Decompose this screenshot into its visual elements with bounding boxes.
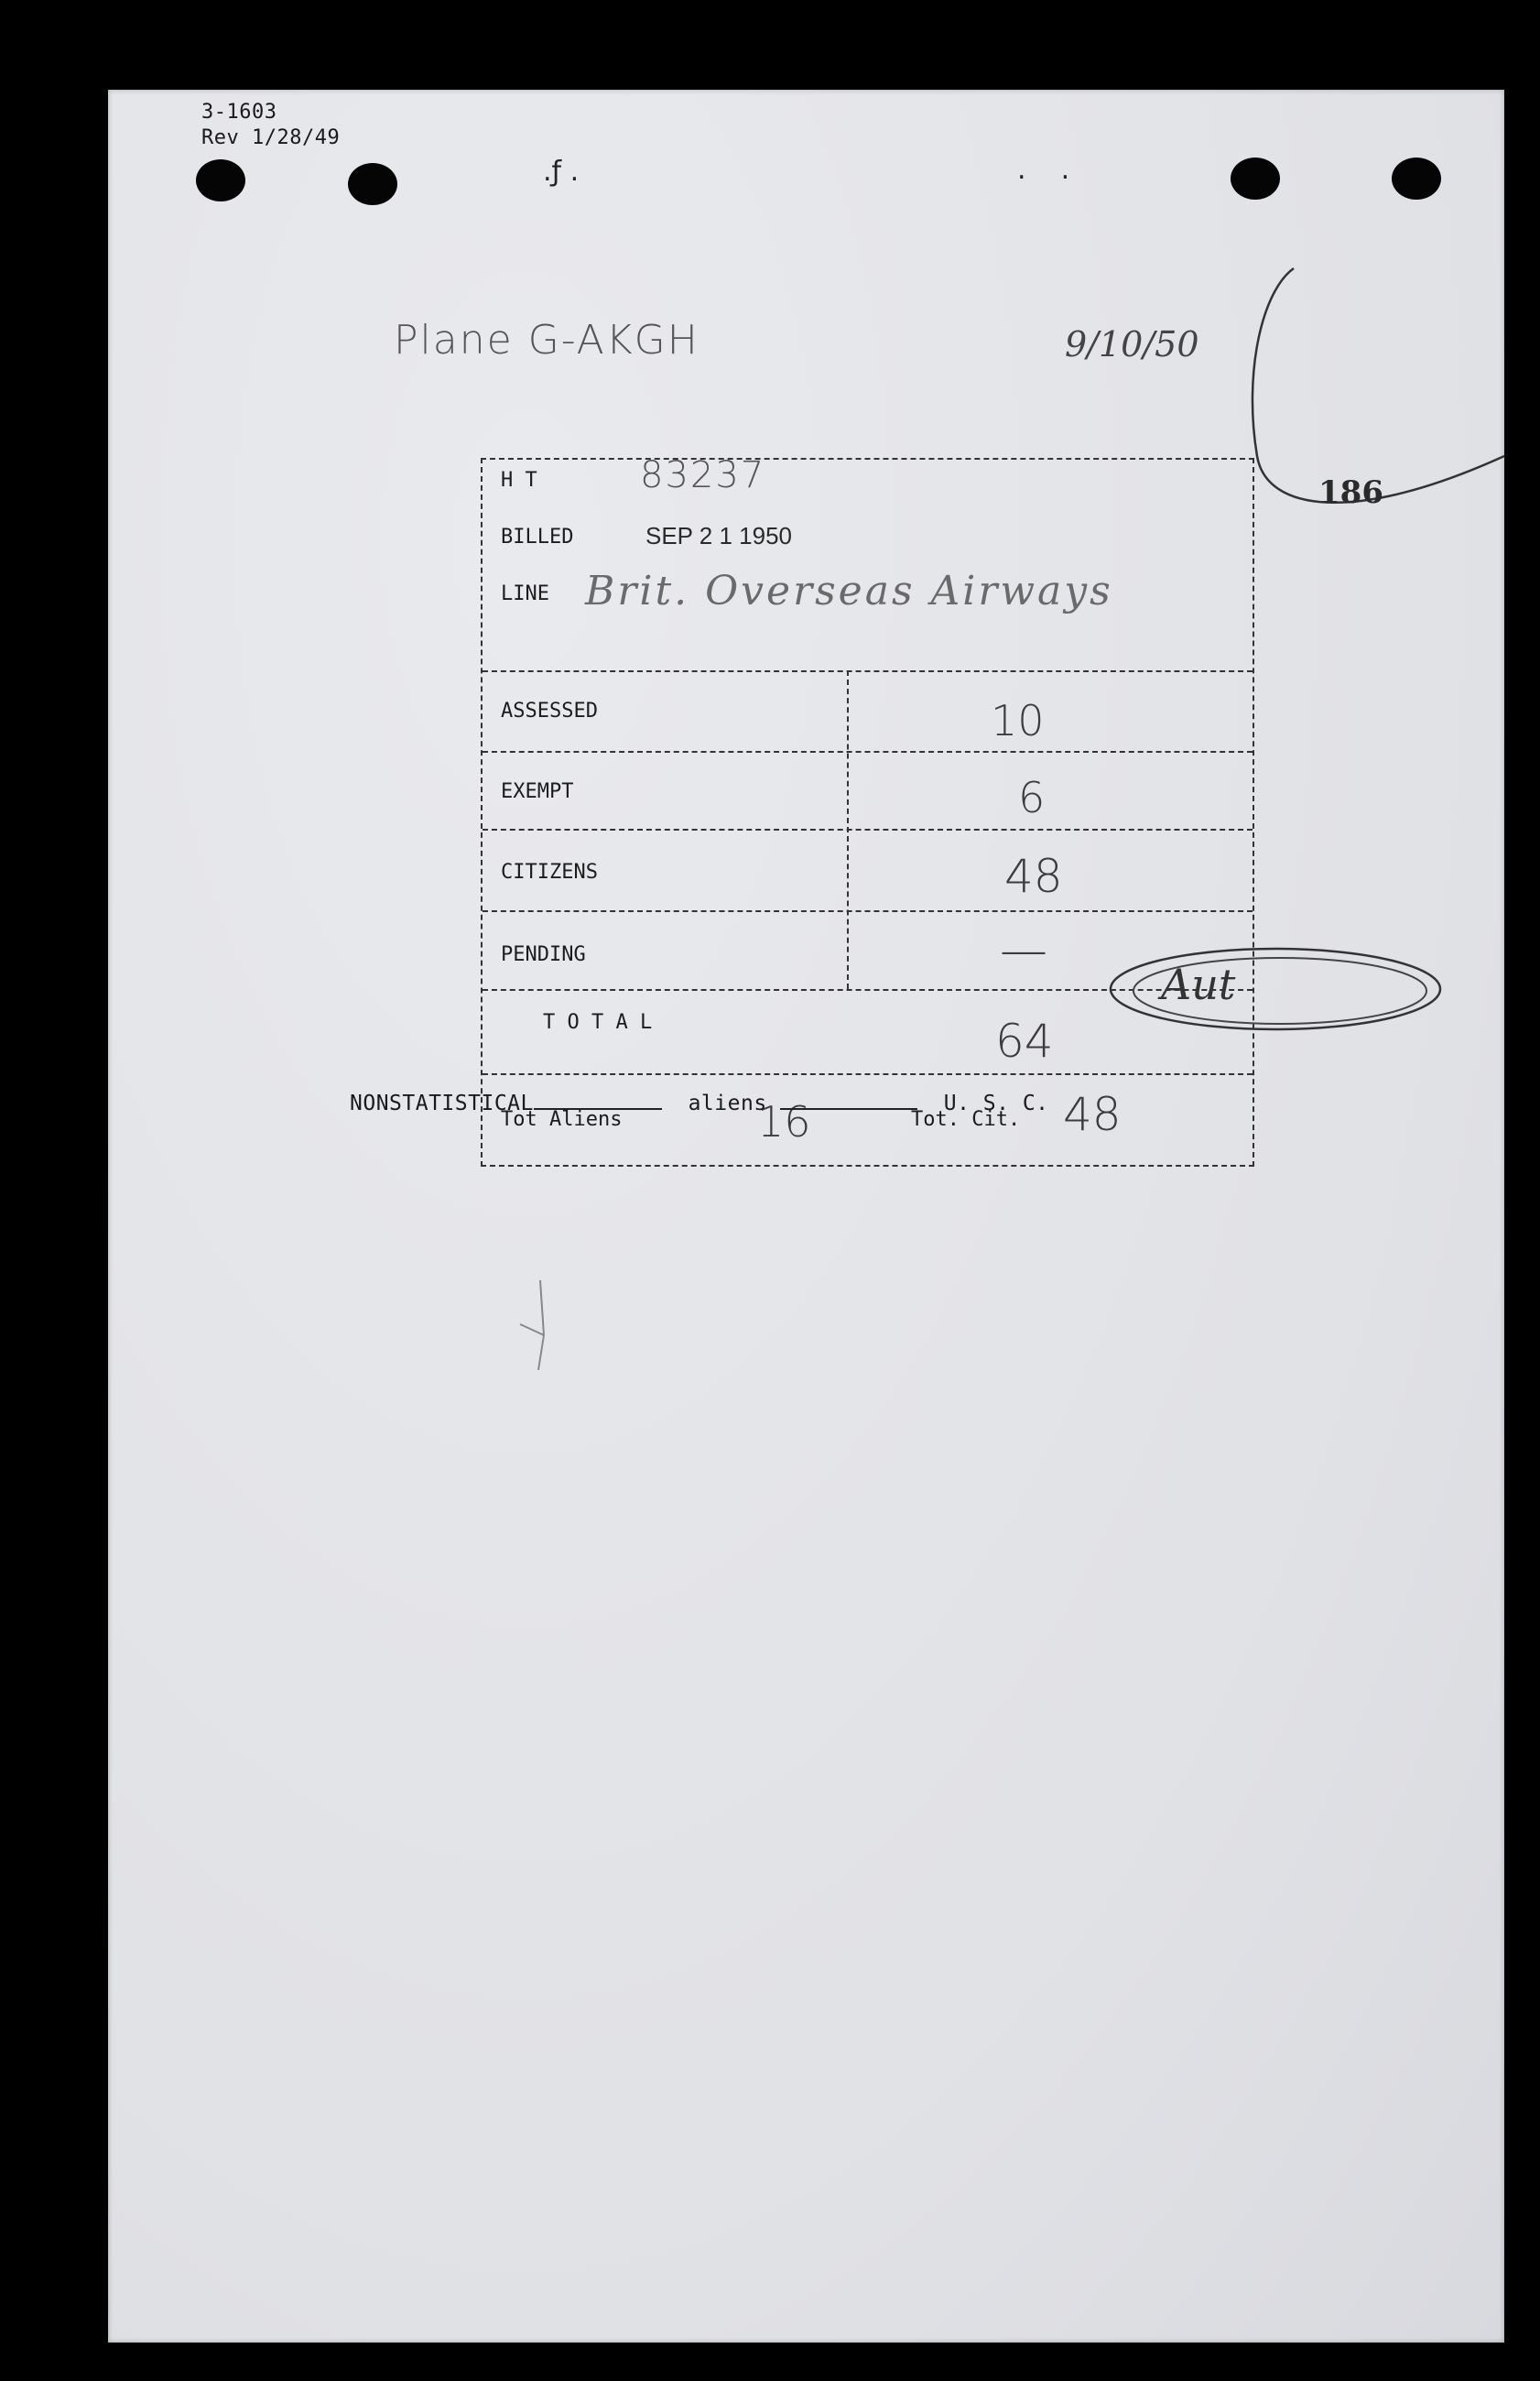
nonstatistical-line bbox=[350, 1092, 1049, 1115]
form-table bbox=[481, 454, 1254, 1167]
aliens-label: aliens bbox=[688, 1092, 767, 1115]
row-label-citizens: CITIZENS bbox=[501, 861, 598, 884]
faint-check-mark bbox=[502, 1271, 557, 1381]
circled-initials-loop bbox=[1097, 940, 1463, 1040]
row-label-assessed: ASSESSED bbox=[501, 700, 598, 723]
line-label: LINE bbox=[501, 582, 549, 605]
divider-total bbox=[483, 1073, 1253, 1075]
line-value: Brit. Overseas Airways bbox=[585, 568, 1113, 614]
total-label: T O T A L bbox=[543, 1011, 653, 1034]
divider-exempt bbox=[483, 829, 1253, 831]
row-value-assessed: 10 bbox=[991, 696, 1045, 745]
column-divider bbox=[847, 670, 849, 989]
tot-cit-label: Tot. Cit. bbox=[911, 1108, 1021, 1131]
total-value: 64 bbox=[995, 1015, 1054, 1068]
punch-hole-1 bbox=[196, 159, 245, 201]
header-date: 9/10/50 bbox=[1065, 324, 1199, 364]
divider-assessed bbox=[483, 751, 1253, 753]
row-value-citizens: 48 bbox=[1004, 850, 1063, 903]
document-page bbox=[108, 90, 1504, 2343]
nonstatistical-label: NONSTATISTICAL bbox=[350, 1092, 534, 1115]
form-revision: Rev 1/28/49 bbox=[201, 126, 341, 149]
ht-label: H T bbox=[501, 469, 537, 492]
divider-citizens bbox=[483, 910, 1253, 912]
billed-stamp: SEP 2 1 1950 bbox=[645, 522, 792, 549]
plane-registration: Plane G-AKGH bbox=[394, 317, 700, 364]
ht-value: 83237 bbox=[640, 454, 766, 496]
speck-marks-2: . . bbox=[1017, 154, 1070, 186]
speck-marks: .ƒ . bbox=[543, 156, 580, 188]
circled-initials: Aut bbox=[1161, 960, 1236, 1009]
row-label-pending: PENDING bbox=[501, 943, 586, 966]
aliens-blank bbox=[780, 1108, 917, 1110]
tot-aliens-label: Tot Aliens bbox=[501, 1108, 623, 1131]
row-value-exempt: 6 bbox=[1018, 773, 1046, 822]
billed-label: BILLED bbox=[501, 526, 574, 549]
row-value-pending: — bbox=[1000, 923, 1047, 978]
punch-hole-2 bbox=[348, 163, 397, 205]
nonstatistical-blank bbox=[534, 1108, 662, 1110]
usc-label: U. S. C. bbox=[943, 1092, 1049, 1115]
page-number: 186 bbox=[1318, 474, 1383, 511]
tot-cit-value: 48 bbox=[1063, 1088, 1122, 1141]
row-label-exempt: EXEMPT bbox=[501, 780, 574, 803]
form-number: 3-1603 bbox=[201, 101, 277, 124]
tot-aliens-value: 16 bbox=[757, 1097, 811, 1147]
divider-header bbox=[483, 670, 1253, 672]
